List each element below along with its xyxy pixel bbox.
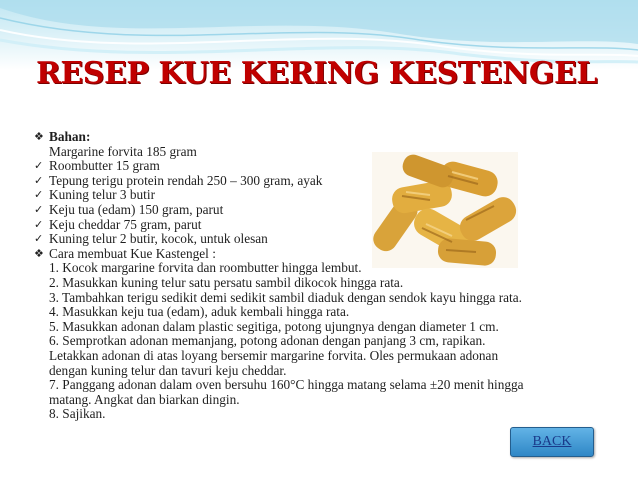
check-icon: ✓ (34, 217, 44, 231)
ingredient-item (34, 188, 614, 203)
step-line: dengan kuning telur dan tavuri keju cheddar. (49, 362, 287, 378)
ingredient-text: Keju tua (edam) 150 gram, parut (49, 201, 224, 217)
step-line: 2. Masukkan kuning telur satu persatu sambil dikocok hingga rata. (49, 274, 404, 290)
ingredient-item (34, 218, 614, 233)
step-line: 8. Sajikan. (49, 406, 106, 422)
ingredient-text: Kuning telur 3 butir (49, 187, 155, 203)
diamond-bullet-icon: ❖ (34, 246, 44, 260)
step-line: Letakkan adonan di atas loyang bersemir margarine forvita. Oles permukaan adonan (49, 347, 499, 363)
cara-label: Cara membuat Kue Kastengel : (49, 245, 216, 261)
ingredient-item (34, 159, 614, 174)
step-line: 1. Kocok margarine forvita dan roombutter hingga lembut. (49, 260, 362, 276)
ingredient-text: Tepung terigu protein rendah 250 – 300 gram, ayak (49, 172, 323, 188)
check-icon: ✓ (34, 232, 44, 246)
ingredient-item (34, 174, 614, 189)
step-line: 4. Masukkan keju tua (edam), aduk kembali hingga rata. (49, 304, 350, 320)
ingredient-item (34, 203, 614, 218)
check-icon: ✓ (34, 173, 44, 187)
ingredient-text: Kuning telur 2 butir, kocok, untuk olesan (49, 231, 268, 247)
cara-heading (34, 247, 614, 262)
ingredient-text: Keju cheddar 75 gram, parut (49, 216, 202, 232)
step-line: 3. Tambahkan terigu sedikit demi sedikit sambil diaduk dengan sendok kayu hingga rata. (49, 289, 522, 305)
bahan-label: Bahan: (49, 129, 91, 144)
page-title: RESEP KUE KERING KESTENGEL (36, 56, 597, 91)
check-icon: ✓ (34, 202, 44, 216)
step-line: 5. Masukkan adonan dalam plastic segitiga, potong ujungnya dengan diameter 1 cm. (49, 318, 499, 334)
ingredient-text: Roombutter 15 gram (49, 158, 160, 174)
check-icon: ✓ (34, 159, 44, 173)
step-line: matang. Angkat dan biarkan dingin. (49, 391, 240, 407)
check-icon: ✓ (34, 188, 44, 202)
bahan-first-line: Margarine forvita 185 gram (49, 143, 197, 159)
recipe-content (34, 130, 614, 422)
back-button[interactable]: BACK (510, 427, 594, 457)
bahan-heading (34, 130, 614, 145)
diamond-bullet-icon: ❖ (34, 130, 44, 143)
ingredient-item (34, 232, 614, 247)
step-line: 7. Panggang adonan dalam oven bersuhu 160°C hingga matang selama ±20 menit hingga (49, 377, 524, 393)
step-line: 6. Semprotkan adonan memanjang, potong adonan dengan panjang 3 cm, rapikan. (49, 333, 486, 349)
